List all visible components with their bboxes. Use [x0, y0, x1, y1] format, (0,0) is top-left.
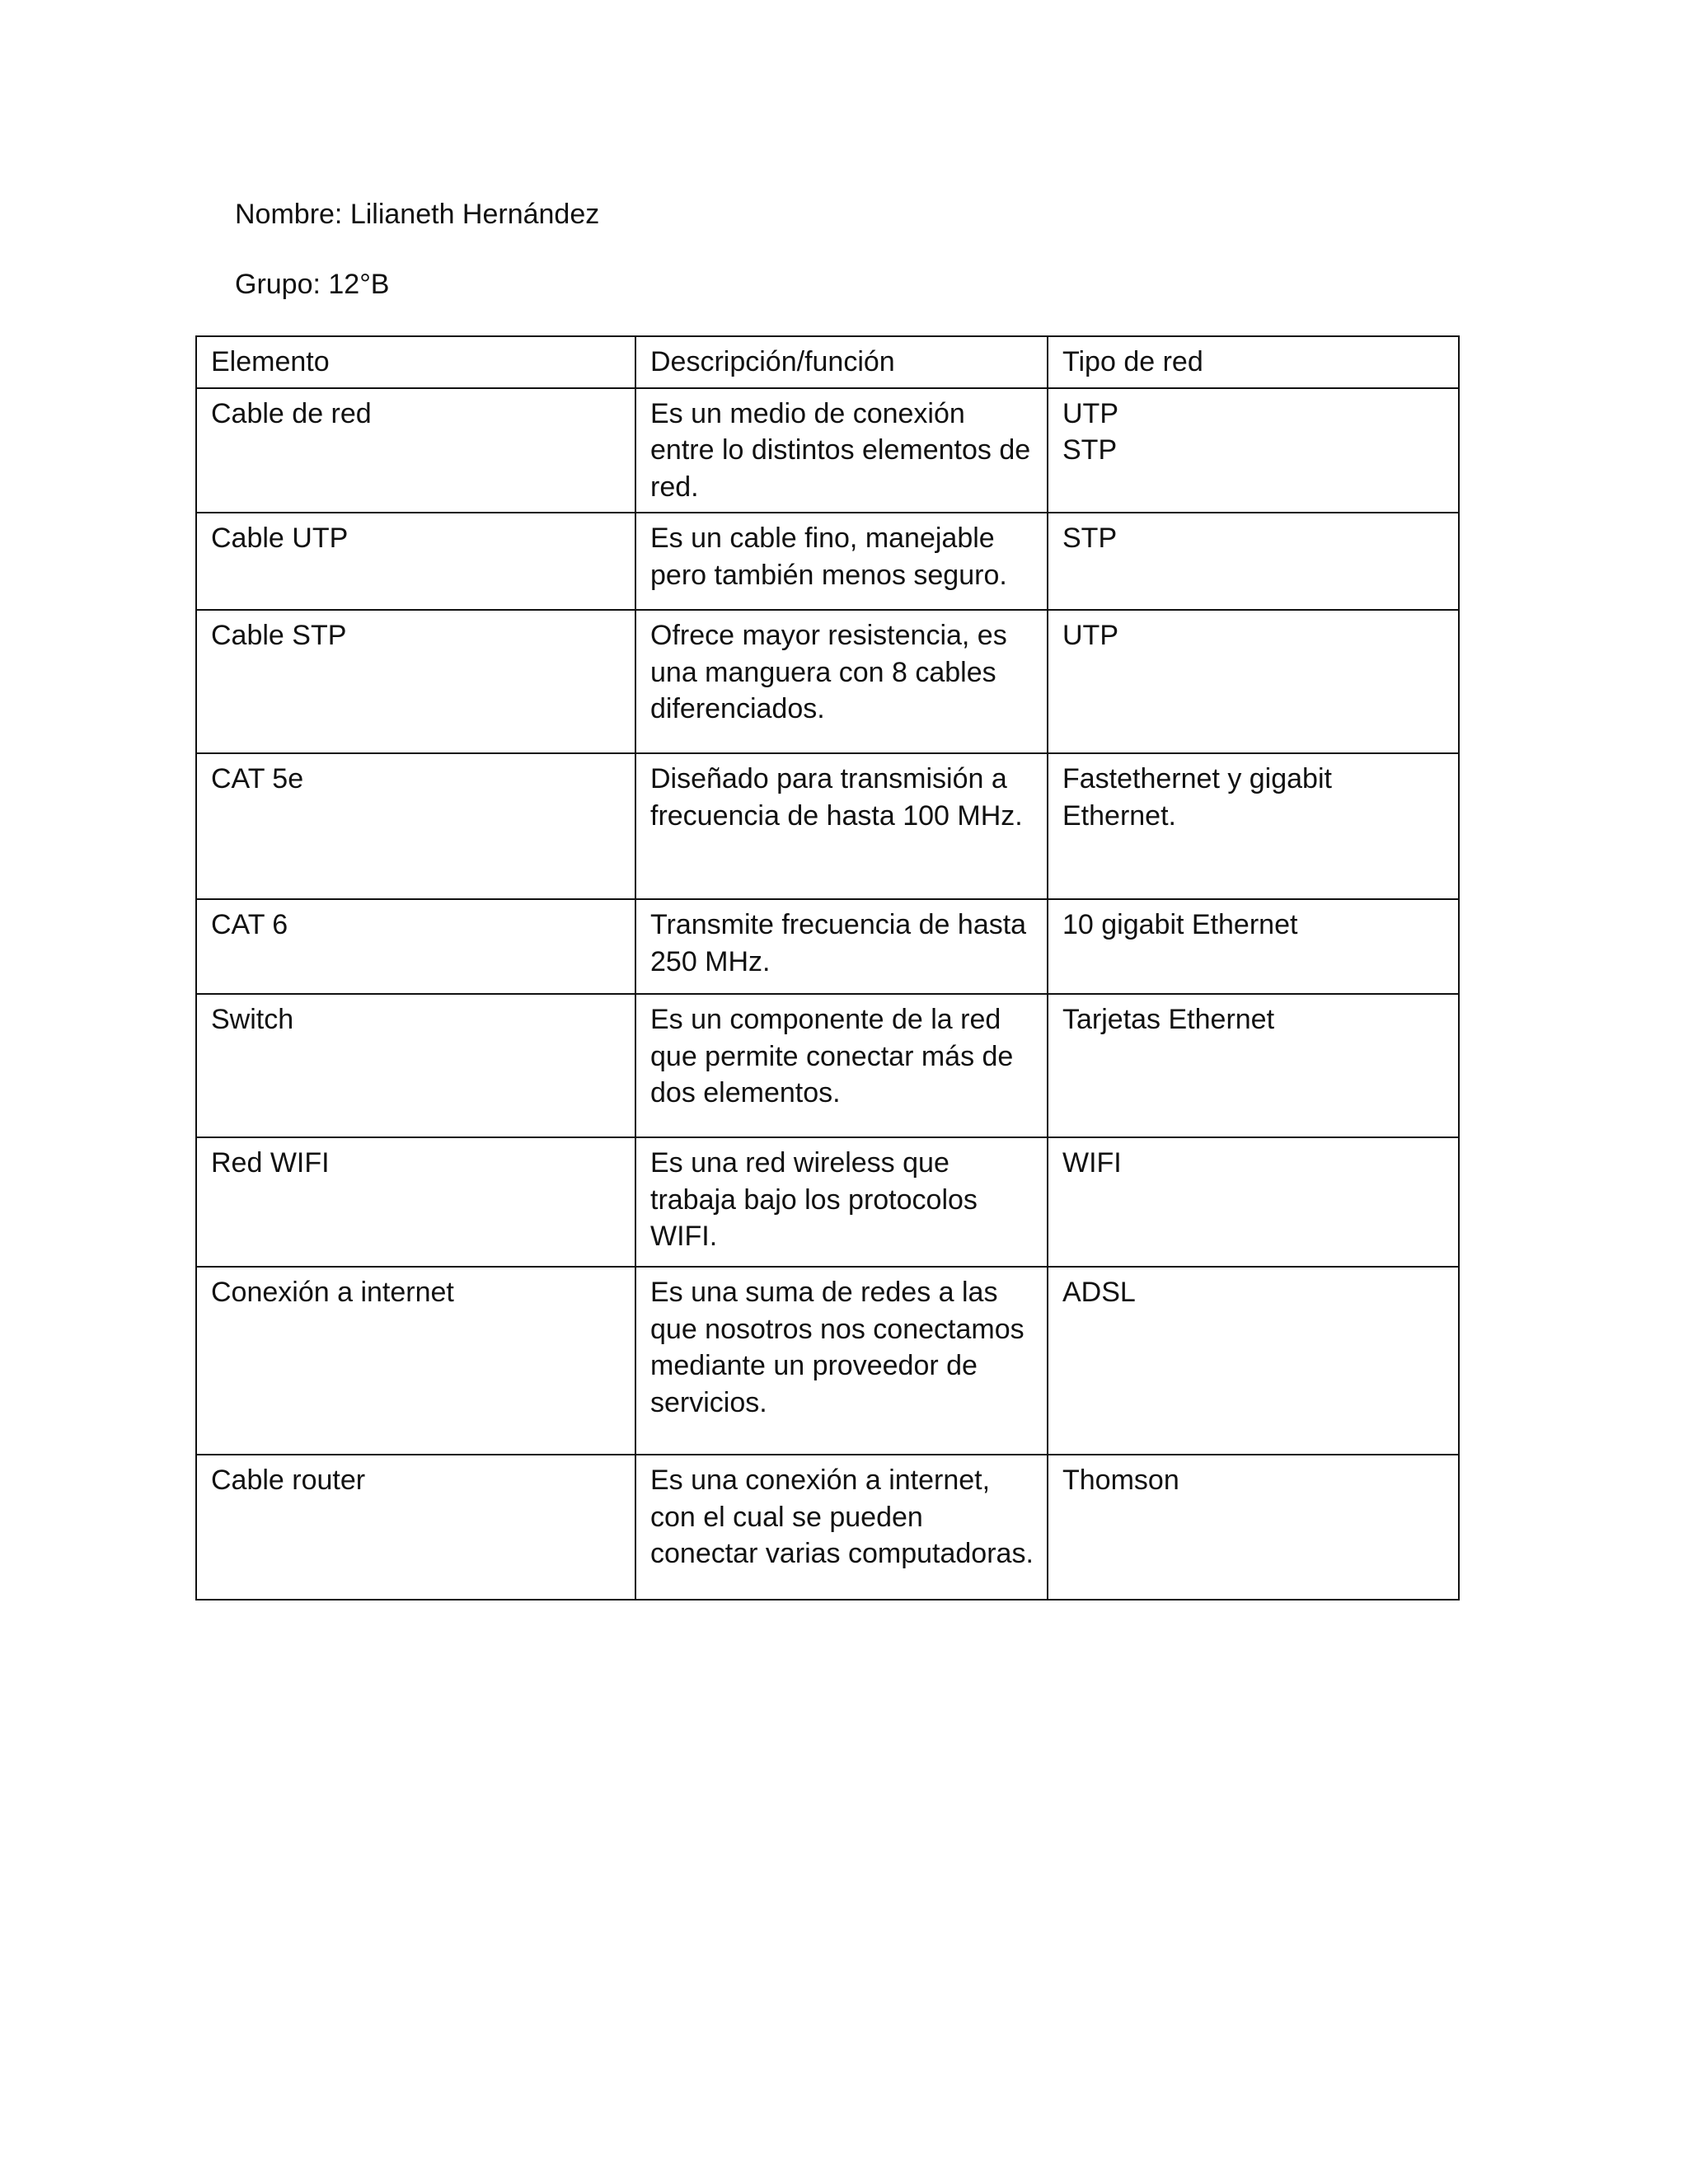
elemento-cell: Red WIFI [196, 1137, 635, 1267]
tipo-de-red-cell: Tarjetas Ethernet [1048, 994, 1459, 1137]
descripcion-cell: Es una red wireless que trabaja bajo los protocolos WIFI. [635, 1137, 1048, 1267]
elemento-cell: CAT 5e [196, 753, 635, 899]
tipo-de-red-cell: UTP STP [1048, 388, 1459, 513]
elemento-cell: CAT 6 [196, 899, 635, 994]
tipo-de-red-cell: Fastethernet y gigabit Ethernet. [1048, 753, 1459, 899]
table-row [196, 1455, 1459, 1600]
elemento-cell: Cable UTP [196, 513, 635, 610]
descripcion-cell: Transmite frecuencia de hasta 250 MHz. [635, 899, 1048, 994]
descripcion-cell: Es un medio de conexión entre lo distintos elementos de red. [635, 388, 1048, 513]
table-row [196, 994, 1459, 1137]
student-group: Grupo: 12°B [235, 269, 390, 300]
descripcion-cell: Es un componente de la red que permite conectar más de dos elementos. [635, 994, 1048, 1137]
tipo-de-red-cell: WIFI [1048, 1137, 1459, 1267]
descripcion-cell: Es una conexión a internet, con el cual se pueden conectar varias computadoras. [635, 1455, 1048, 1600]
descripcion-cell: Es un cable fino, manejable pero también menos seguro. [635, 513, 1048, 610]
student-name: Nombre: Lilianeth Hernández [235, 199, 600, 230]
table-row [196, 1267, 1459, 1455]
elemento-cell: Cable de red [196, 388, 635, 513]
descripcion-cell: Ofrece mayor resistencia, es una manguera con 8 cables diferenciados. [635, 610, 1048, 753]
network-elements-table [195, 335, 1460, 1601]
tipo-de-red-cell: ADSL [1048, 1267, 1459, 1455]
table-row [196, 610, 1459, 753]
tipo-de-red-cell: STP [1048, 513, 1459, 610]
table-row [196, 753, 1459, 899]
descripcion-cell: Es una suma de redes a las que nosotros nos conectamos mediante un proveedor de servicios. [635, 1267, 1048, 1455]
table-row [196, 388, 1459, 513]
descripcion-cell: Diseñado para transmisión a frecuencia de hasta 100 MHz. [635, 753, 1048, 899]
elemento-cell: Conexión a internet [196, 1267, 635, 1455]
table-row [196, 513, 1459, 610]
table-row [196, 1137, 1459, 1267]
table-header-row [196, 336, 1459, 388]
tipo-de-red-cell: Thomson [1048, 1455, 1459, 1600]
table-row [196, 899, 1459, 994]
column-header-descripcion: Descripción/función [635, 336, 1048, 388]
tipo-de-red-cell: 10 gigabit Ethernet [1048, 899, 1459, 994]
elemento-cell: Switch [196, 994, 635, 1137]
elemento-cell: Cable STP [196, 610, 635, 753]
column-header-elemento: Elemento [196, 336, 635, 388]
tipo-de-red-cell: UTP [1048, 610, 1459, 753]
elemento-cell: Cable router [196, 1455, 635, 1600]
column-header-tipo-de-red: Tipo de red [1048, 336, 1459, 388]
